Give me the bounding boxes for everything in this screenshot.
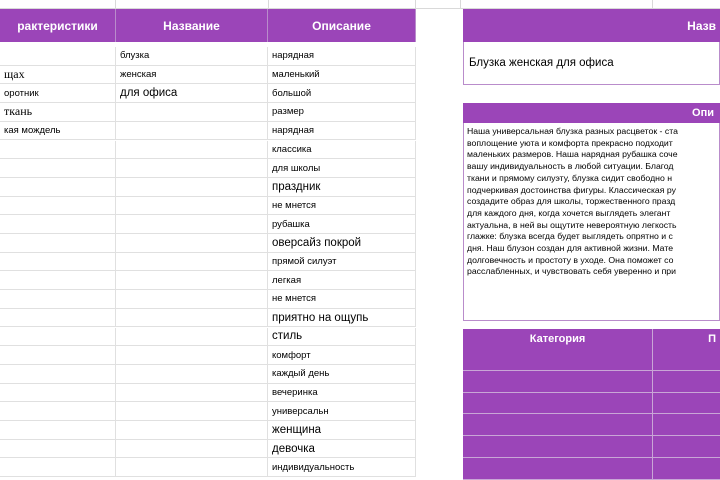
description-line: расслабленных, и чувствовать себя уверенно и при	[467, 266, 676, 277]
grid-line	[460, 0, 461, 8]
description-cell[interactable]: большой	[268, 84, 416, 103]
grid-line	[415, 0, 416, 8]
description-line: глажке: блузка всегда будет выглядеть опрятно и с	[467, 231, 673, 242]
empty-cell[interactable]	[116, 384, 268, 403]
description-line: вашу индивидуальность в любой ситуации. Благод	[467, 161, 674, 172]
description-cell[interactable]: не мнется	[268, 197, 416, 216]
description-line: подчеркивая достоинства фигуры. Классическая ру	[467, 184, 676, 195]
empty-cell[interactable]	[116, 290, 268, 309]
description-cell[interactable]: девочка	[268, 440, 416, 459]
category-cell[interactable]	[653, 436, 720, 458]
empty-cell[interactable]	[116, 402, 268, 421]
header-name[interactable]: Название	[116, 9, 268, 42]
empty-cell[interactable]	[0, 402, 116, 421]
empty-cell[interactable]	[116, 141, 268, 160]
empty-cell[interactable]	[0, 458, 116, 477]
description-cell[interactable]: вечеринка	[268, 384, 416, 403]
empty-cell[interactable]	[0, 215, 116, 234]
empty-cell[interactable]	[0, 253, 116, 272]
category-cell[interactable]	[653, 371, 720, 393]
empty-cell[interactable]	[0, 421, 116, 440]
empty-cell[interactable]	[0, 234, 116, 253]
description-cell[interactable]: приятно на ощупь	[268, 309, 416, 328]
empty-cell[interactable]	[116, 309, 268, 328]
product-title-field[interactable]: Блузка женская для офиса	[463, 42, 720, 85]
category-cell[interactable]	[653, 458, 720, 480]
name-cell[interactable]: для офиса	[116, 84, 268, 103]
category-cell[interactable]	[463, 414, 653, 436]
description-cell[interactable]: маленький	[268, 66, 416, 85]
empty-cell[interactable]	[0, 141, 116, 160]
empty-cell[interactable]	[0, 178, 116, 197]
category-cell[interactable]	[463, 393, 653, 415]
empty-cell[interactable]	[0, 290, 116, 309]
empty-cell[interactable]	[0, 309, 116, 328]
description-cell[interactable]: рубашка	[268, 215, 416, 234]
empty-cell[interactable]	[116, 215, 268, 234]
empty-cell[interactable]	[116, 346, 268, 365]
empty-cell[interactable]	[116, 421, 268, 440]
description-cell[interactable]: праздник	[268, 178, 416, 197]
empty-cell[interactable]	[0, 384, 116, 403]
description-cell[interactable]: стиль	[268, 328, 416, 347]
category-second-header[interactable]: П	[653, 329, 720, 349]
description-cell[interactable]: прямой силуэт	[268, 253, 416, 272]
top-grid-strip	[0, 0, 720, 9]
category-cell[interactable]	[653, 414, 720, 436]
empty-cell[interactable]	[0, 197, 116, 216]
header-description[interactable]: Описание	[268, 9, 416, 42]
empty-cell[interactable]	[116, 122, 268, 141]
header-characteristics[interactable]: рактеристики	[0, 9, 116, 42]
category-cell[interactable]	[463, 349, 653, 371]
grid-line	[652, 0, 653, 8]
empty-cell[interactable]	[0, 159, 116, 178]
description-cell[interactable]: каждый день	[268, 365, 416, 384]
characteristic-cell[interactable]	[0, 47, 116, 66]
description-line: воплощение уюта и комфорта прекрасно подходит	[467, 137, 673, 148]
description-line: создадите образ для школы, торжественного празд	[467, 196, 676, 207]
description-line: актуальна, в ней вы ощутите невероятную легкость	[467, 219, 677, 230]
grid-line	[268, 0, 269, 8]
empty-cell[interactable]	[0, 440, 116, 459]
description-panel-header: Опи	[463, 103, 720, 123]
name-cell[interactable]: женская	[116, 66, 268, 85]
category-header[interactable]: Категория	[463, 329, 653, 349]
category-cell[interactable]	[653, 349, 720, 371]
category-cell[interactable]	[463, 458, 653, 480]
description-cell[interactable]: женщина	[268, 421, 416, 440]
empty-cell[interactable]	[0, 328, 116, 347]
category-cell[interactable]	[463, 371, 653, 393]
empty-cell[interactable]	[116, 271, 268, 290]
empty-cell[interactable]	[116, 234, 268, 253]
empty-cell[interactable]	[116, 440, 268, 459]
empty-cell[interactable]	[0, 346, 116, 365]
empty-cell[interactable]	[116, 328, 268, 347]
description-cell[interactable]: нарядная	[268, 122, 416, 141]
description-line: маленьких размеров. Наша нарядная рубашка соче	[467, 149, 678, 160]
description-cell[interactable]: универсальн	[268, 402, 416, 421]
category-cell[interactable]	[463, 436, 653, 458]
empty-cell[interactable]	[116, 458, 268, 477]
description-cell[interactable]: индивидуальность	[268, 458, 416, 477]
description-cell[interactable]: нарядная	[268, 47, 416, 66]
description-line: Наша универсальная блузка разных расцветок - ста	[467, 126, 678, 136]
characteristic-cell[interactable]: щах	[0, 66, 116, 85]
characteristic-cell[interactable]: ткань	[0, 103, 116, 122]
description-cell[interactable]: комфорт	[268, 346, 416, 365]
empty-cell[interactable]	[0, 365, 116, 384]
description-cell[interactable]: классика	[268, 141, 416, 160]
empty-cell[interactable]	[116, 197, 268, 216]
description-cell[interactable]: для школы	[268, 159, 416, 178]
empty-cell[interactable]	[116, 159, 268, 178]
empty-cell[interactable]	[116, 365, 268, 384]
name-cell[interactable]: блузка	[116, 47, 268, 66]
description-cell[interactable]: оверсайз покрой	[268, 234, 416, 253]
empty-cell[interactable]	[116, 103, 268, 122]
grid-line	[115, 0, 116, 8]
characteristic-cell[interactable]: оротник	[0, 84, 116, 103]
description-cell[interactable]: не мнется	[268, 290, 416, 309]
product-description-field[interactable]	[463, 123, 720, 321]
category-cell[interactable]	[653, 393, 720, 415]
description-line: долговечность и простоту в уходе. Она поможет со	[467, 254, 674, 265]
description-line: ткани и прямому силуэту, блузка сидит свободно н	[467, 172, 672, 183]
characteristic-cell[interactable]: кая мождель	[0, 122, 116, 141]
empty-cell[interactable]	[0, 271, 116, 290]
description-cell[interactable]: легкая	[268, 271, 416, 290]
description-line: для каждого дня, когда хочется выглядеть элегант	[467, 207, 671, 218]
empty-cell[interactable]	[116, 178, 268, 197]
description-cell[interactable]: размер	[268, 103, 416, 122]
description-line: дня. Наш блузон создан для активной жизни. Мате	[467, 243, 674, 254]
title-panel-header: Назв	[463, 9, 720, 42]
empty-cell[interactable]	[116, 253, 268, 272]
